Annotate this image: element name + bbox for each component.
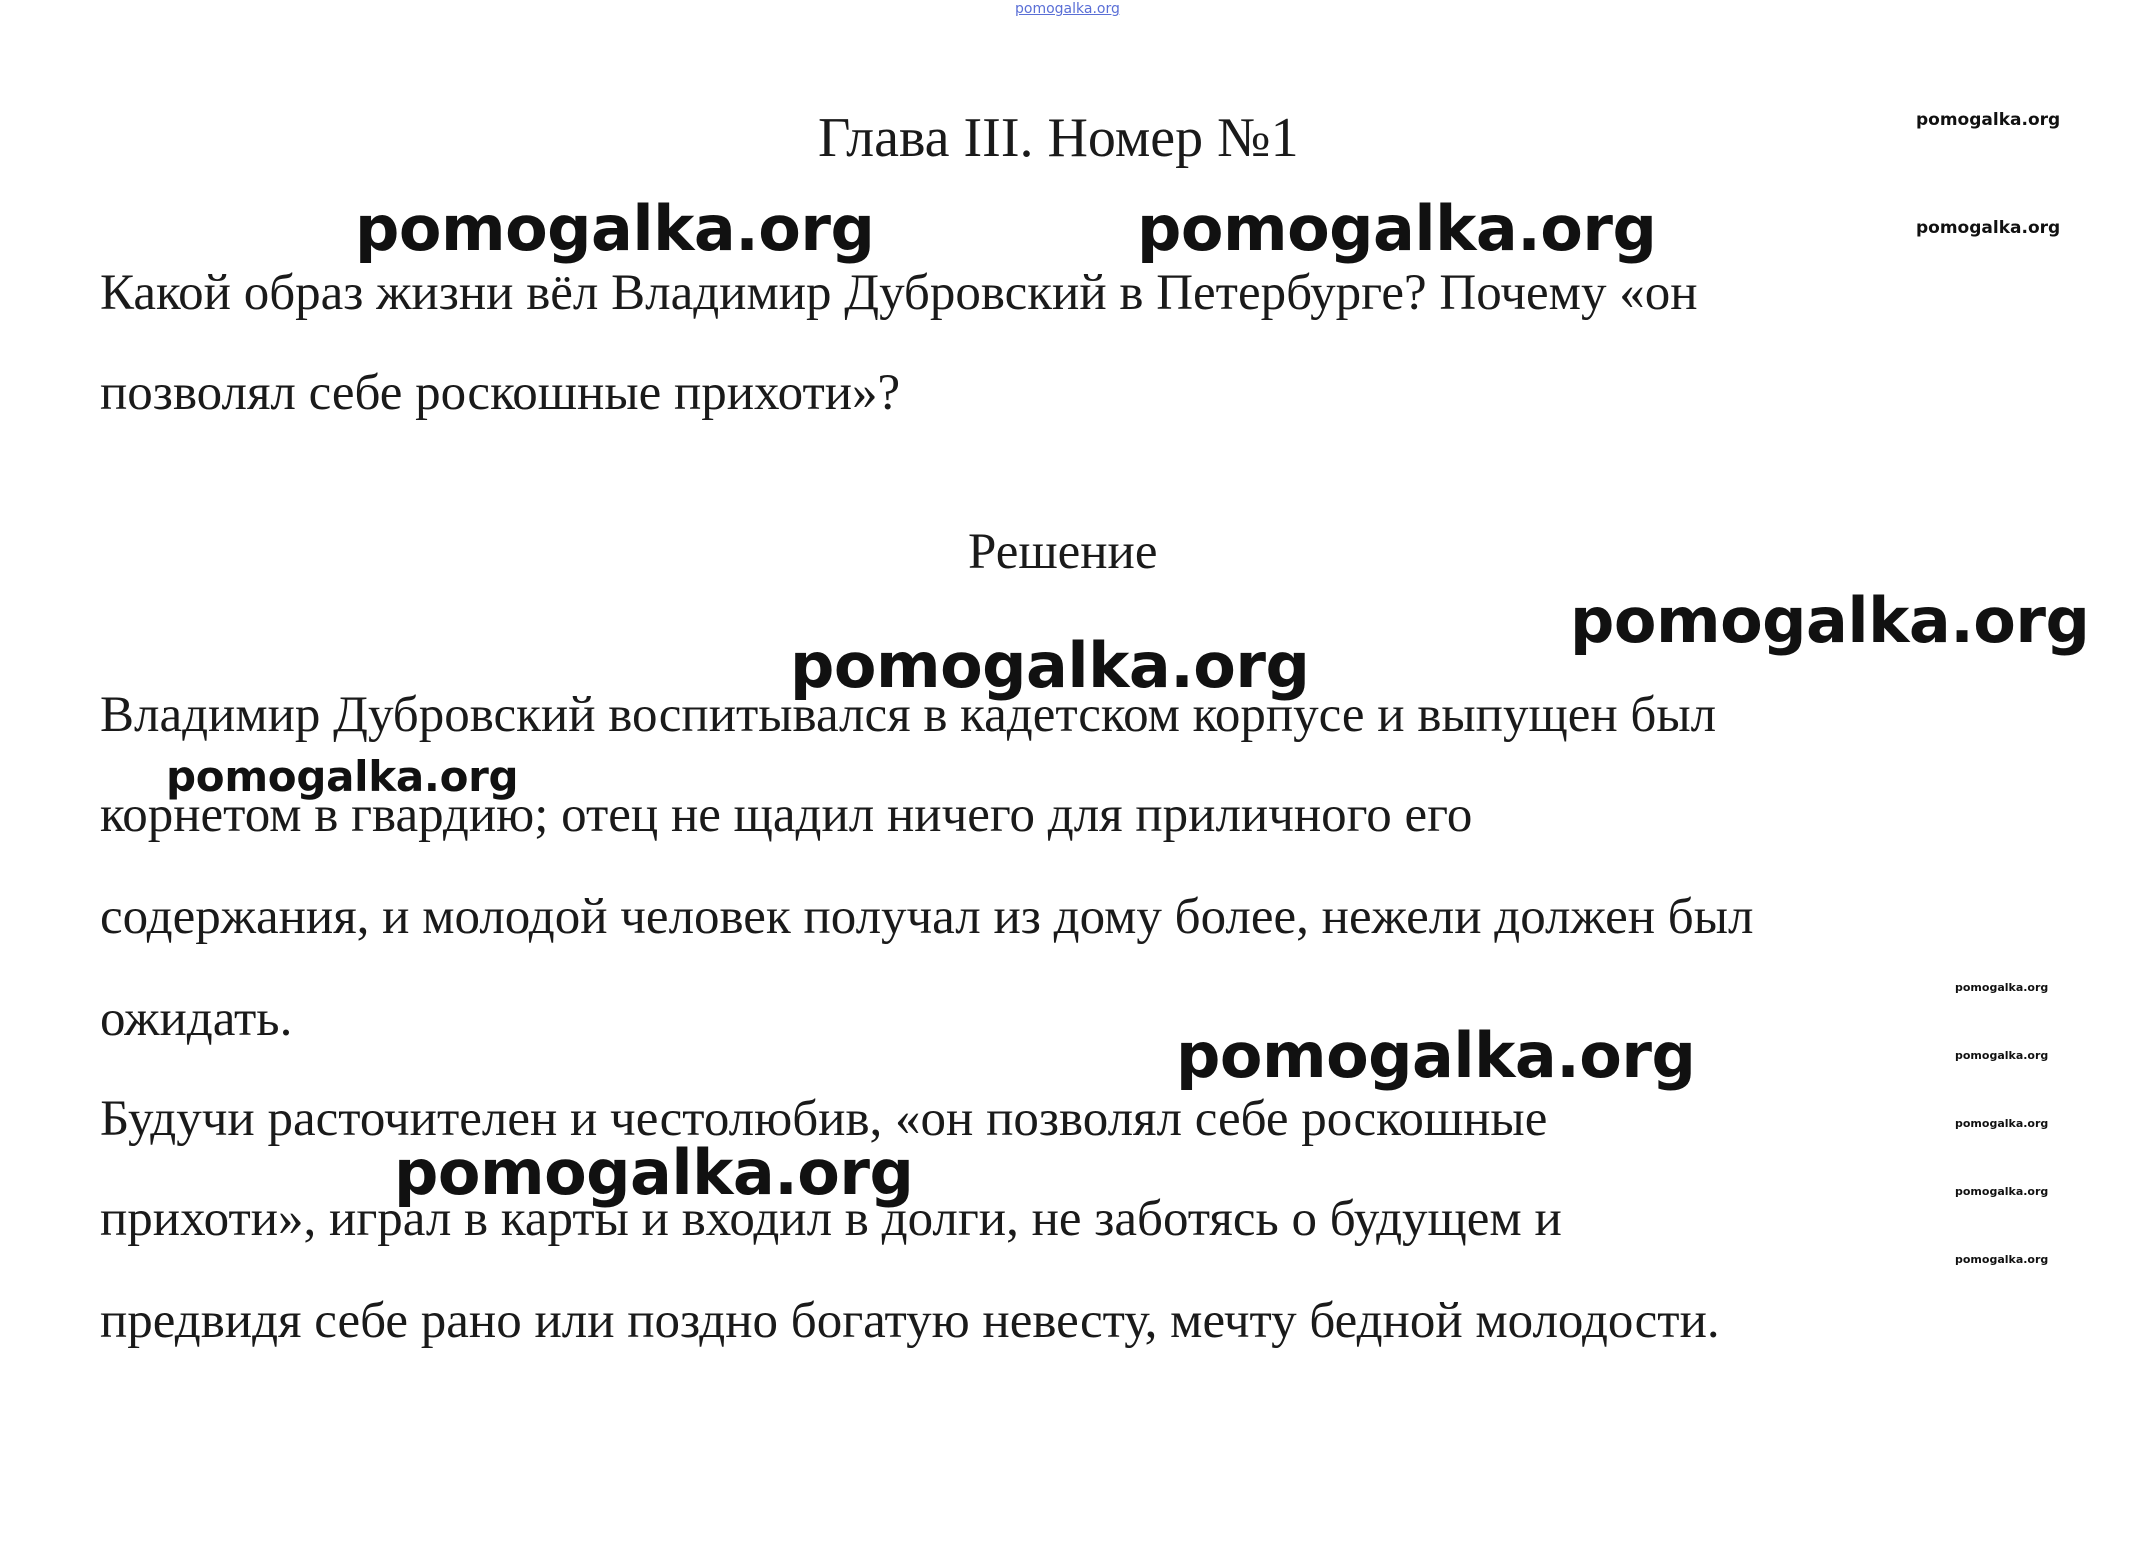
- answer-line-2: корнетом в гвардию; отец не щадил ничего для приличного его: [100, 787, 1473, 843]
- watermark-small-right-1: pomogalka.org: [1916, 110, 2061, 130]
- watermark-big-5: pomogalka.org: [1176, 1019, 1696, 1092]
- watermark-big-2: pomogalka.org: [1137, 192, 1657, 265]
- answer-line-1: Владимир Дубровский воспитывался в кадетском корпусе и выпущен был: [100, 687, 1717, 743]
- watermark-tiny-2: pomogalka.org: [1955, 1049, 2049, 1062]
- watermark-big-3: pomogalka.org: [1570, 584, 2090, 657]
- watermark-big-1: pomogalka.org: [355, 192, 875, 265]
- question-line-2: позволял себе роскошные прихоти»?: [100, 365, 901, 421]
- watermark-small-right-2: pomogalka.org: [1916, 218, 2061, 238]
- answer-line-3: содержания, и молодой человек получал из дому более, нежели должен был: [100, 889, 1754, 945]
- watermark-mid-1: pomogalka.org: [166, 752, 519, 801]
- answer-line-4: ожидать.: [100, 991, 293, 1047]
- answer-line-6: прихоти», играл в карты и входил в долги, не заботясь о будущем и: [100, 1191, 1562, 1247]
- watermark-tiny-3: pomogalka.org: [1955, 1117, 2049, 1130]
- solution-heading: Решение: [968, 524, 1158, 580]
- page-title: Глава III. Номер №1: [818, 107, 1299, 169]
- watermark-tiny-5: pomogalka.org: [1955, 1253, 2049, 1266]
- watermark-tiny-4: pomogalka.org: [1955, 1185, 2049, 1198]
- watermark-top-link[interactable]: pomogalka.org: [1015, 1, 1120, 17]
- watermark-tiny-1: pomogalka.org: [1955, 981, 2049, 994]
- answer-line-7: предвидя себе рано или поздно богатую невесту, мечту бедной молодости.: [100, 1293, 1720, 1349]
- watermark-big-4: pomogalka.org: [790, 629, 1310, 702]
- watermark-big-6: pomogalka.org: [394, 1136, 914, 1209]
- answer-line-5: Будучи расточителен и честолюбив, «он позволял себе роскошные: [100, 1091, 1548, 1147]
- question-line-1: Какой образ жизни вёл Владимир Дубровский в Петербурге? Почему «он: [100, 265, 1698, 321]
